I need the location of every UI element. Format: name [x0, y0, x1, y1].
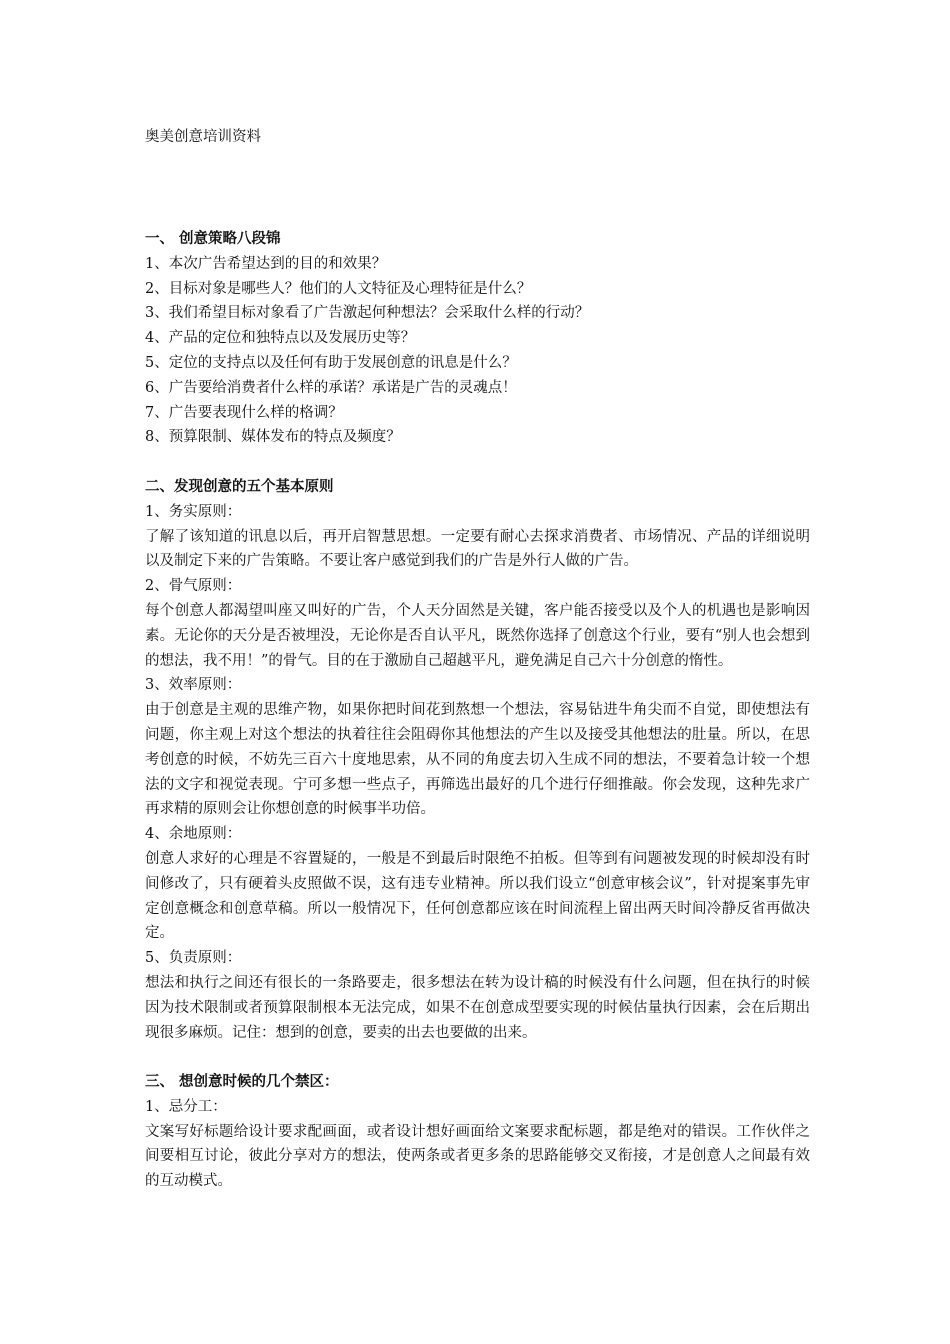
document-title: 奥美创意培训资料 — [145, 129, 261, 145]
taboo-label: 1、忌分工： — [145, 1098, 227, 1115]
section-taboos — [145, 1070, 810, 1194]
section-heading: 一、 创意策略八段锦 — [145, 230, 281, 247]
document-body — [145, 227, 810, 1194]
principle-label: 4、余地原则： — [145, 826, 242, 843]
taboo-text: 文案写好标题给设计要求配画面，或者设计想好画面给文案要求配标题，都是绝对的错误。工作伙伴之间要相互讨论，彼此分享对方的想法，使两条或者更多条的思路能够交叉衔接，才是创意人之间最有效的互动模式。 — [145, 1123, 810, 1190]
section-heading: 三、 想创意时候的几个禁区： — [145, 1073, 339, 1091]
section-heading: 二、发现创意的五个基本原则 — [145, 477, 334, 495]
list-item: 7、广告要表现什么样的格调？ — [145, 404, 343, 421]
list-item: 4、产品的定位和独特点以及发展历史等？ — [145, 330, 416, 347]
list-item: 6、广告要给消费者什么样的承诺？承诺是广告的灵魂点！ — [145, 379, 517, 396]
list-item: 8、预算限制、媒体发布的特点及频度？ — [145, 429, 401, 446]
list-item: 5、定位的支持点以及任何有助于发展创意的讯息是什么？ — [145, 354, 517, 371]
principle-text: 了解了该知道的讯息以后，再开启智慧思想。一定要有耐心去探求消费者、市场情况、产品的详细说明以及制定下来的广告策略。不要让客户感觉到我们的广告是外行人做的广告。 — [145, 528, 810, 570]
section-principles — [145, 475, 810, 1045]
principle-text: 创意人求好的心理是不容置疑的，一般是不到最后时限绝不拍板。但等到有问题被发现的时候却没有时间修改了，只有硬着头皮照做不误，这有违专业精神。所以我们设立“创意审核会议”，针对提案事先审定创意概念和创意草稿。所以一般情况下，任何创意都应该在时间流程上留出两天时间冷静反省再做决定。 — [145, 850, 810, 942]
principle-text: 想法和执行之间还有很长的一条路要走，很多想法在转为设计稿的时候没有什么问题，但在执行的时候因为技术限制或者预算限制根本无法完成，如果不在创意成型要实现的时候估量执行因素，会在后期出现很多麻烦。记住：想到的创意，要卖的出去也要做的出来。 — [145, 974, 810, 1041]
list-item: 3、我们希望目标对象看了广告激起何种想法？会采取什么样的行动？ — [145, 305, 590, 322]
principle-label: 5、负责原则： — [145, 950, 242, 967]
list-item: 1、本次广告希望达到的目的和效果？ — [145, 255, 387, 272]
principle-text: 每个创意人都渴望叫座又叫好的广告，个人天分固然是关键，客户能否接受以及个人的机遇也是影响因素。无论你的天分是否被埋没，无论你是否自认平凡，既然你选择了创意这个行业，要有“别人也会想到的想法，我不用！”的骨气。目的在于激励自己超越平凡，避免满足自己六十分创意的惰性。 — [145, 602, 810, 669]
principle-label: 1、务实原则： — [145, 503, 242, 520]
list-item: 2、目标对象是哪些人？他们的人文特征及心理特征是什么？ — [145, 280, 532, 297]
principle-label: 3、效率原则： — [145, 677, 242, 694]
principle-text: 由于创意是主观的思维产物，如果你把时间花到熬想一个想法，容易钻进牛角尖而不自觉，即使想法有问题，你主观上对这个想法的执着往往会阻碍你其他想法的产生以及接受其他想法的肚量。所以，在思考创意的时候，不妨先三百六十度地思索，从不同的角度去切入生成不同的想法，不要着急计较一个想法的文字和视觉表现。宁可多想一些点子，再筛选出最好的几个进行仔细推敲。你会发现，这种先求广再求精的原则会让你想创意的时候事半功倍。 — [145, 702, 810, 818]
principle-label: 2、骨气原则： — [145, 578, 242, 595]
section-strategy — [145, 227, 810, 450]
